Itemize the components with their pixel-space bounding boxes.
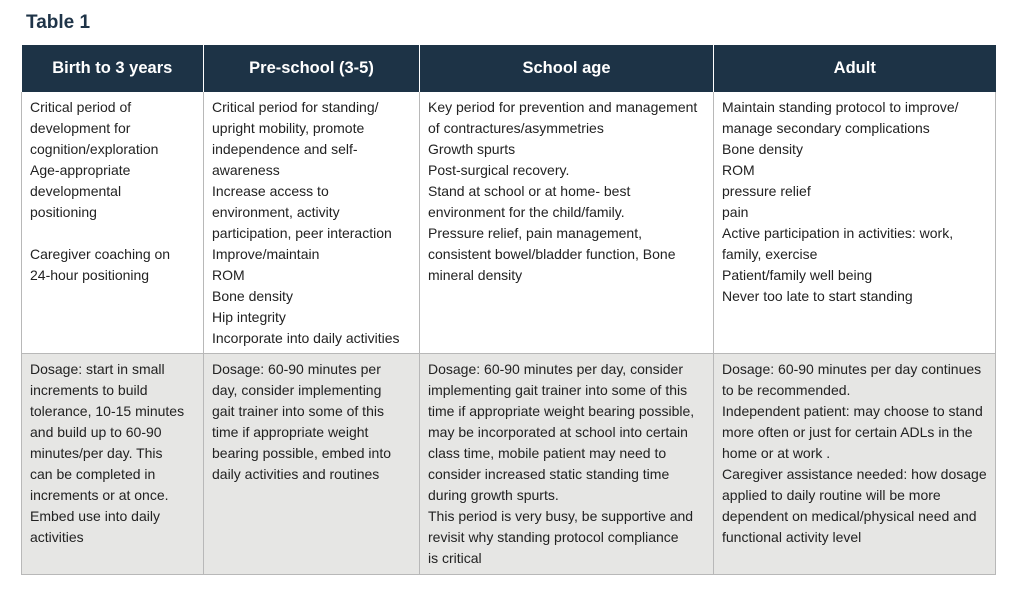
cell-text-line: time if appropriate weight [212, 424, 369, 440]
cell-text-line: functional activity level [722, 529, 862, 545]
cell-text-line: dependent on medical/physical need and [722, 508, 977, 524]
cell-text-line: pain [722, 204, 749, 220]
cell-dosage-row-school-age [420, 354, 714, 575]
table-title: Table 1 [26, 12, 91, 33]
cell-text-line: Hip integrity [212, 309, 286, 325]
cell-text-line: environment, activity [212, 204, 340, 220]
cell-text-line: upright mobility, promote [212, 120, 365, 136]
cell-text-line: 24-hour positioning [30, 267, 150, 283]
cell-text-line: Critical period for standing/ [212, 99, 379, 115]
cell-goals-row-school-age [420, 92, 714, 354]
cell-text-line: pressure relief [722, 183, 811, 199]
cell-text-line: ROM [722, 162, 755, 178]
cell-text-line: ROM [212, 267, 245, 283]
header-adult: Adult [714, 45, 996, 92]
cell-text-line: Dosage: start in small [30, 361, 165, 377]
cell-text-line: manage secondary complications [722, 120, 930, 136]
cell-text-line: Post-surgical recovery. [428, 162, 570, 178]
cell-text-line: gait trainer into some of this [212, 403, 384, 419]
cell-text-line: revisit why standing protocol compliance [428, 529, 679, 545]
cell-text-line: day, consider implementing [212, 382, 382, 398]
cell-text-line: Incorporate into daily activities [212, 330, 400, 346]
cell-text-line: Key period for prevention and management [428, 99, 698, 115]
goals-row [22, 92, 996, 354]
header-row [22, 45, 996, 92]
cell-text-line: This period is very busy, be supportive and [428, 508, 694, 524]
cell-text-line: bearing possible, embed into [212, 445, 392, 461]
cell-text-line: Caregiver coaching on [30, 246, 171, 262]
cell-text-line: implementing gait trainer into some of this [428, 382, 688, 398]
cell-text-line: Never too late to start standing [722, 288, 913, 304]
cell-text-line: time if appropriate weight bearing possible, [428, 403, 695, 419]
dosage-row [22, 354, 996, 575]
cell-text-line: Active participation in activities: work, [722, 225, 954, 241]
cell-text-line: cognition/exploration [30, 141, 159, 157]
cell-text-line: developmental [30, 183, 122, 199]
cell-text-line: can be completed in [30, 466, 156, 482]
cell-text-line: Dosage: 60-90 minutes per [212, 361, 381, 377]
cell-text-line: Increase access to [212, 183, 329, 199]
cell-text-line: class time, mobile patient may need to [428, 445, 667, 461]
cell-text-line: participation, peer interaction [212, 225, 392, 241]
cell-text-line: positioning [30, 204, 97, 220]
cell-text-line: Patient/family well being [722, 267, 873, 283]
cell-text-line: Dosage: 60-90 minutes per day continues [722, 361, 982, 377]
cell-text-line: Stand at school or at home- best [428, 183, 631, 199]
cell-dosage-row-pre-school [204, 354, 420, 575]
cell-dosage-row-adult [714, 354, 996, 575]
cell-text-line: Growth spurts [428, 141, 516, 157]
cell-text-line: Age-appropriate [30, 162, 131, 178]
cell-text-line: increments to build [30, 382, 148, 398]
cell-text-line: during growth spurts. [428, 487, 559, 503]
header-birth-to-3: Birth to 3 years [22, 45, 204, 92]
cell-text-line: and build up to 60-90 [30, 424, 162, 440]
cell-text-line: Bone density [212, 288, 293, 304]
cell-text-line: Pressure relief, pain management, [428, 225, 642, 241]
cell-text-line: Independent patient: may choose to stand [722, 403, 983, 419]
cell-text-line: Dosage: 60-90 minutes per day, consider [428, 361, 683, 377]
cell-text-line: more often or just for certain ADLs in the [722, 424, 973, 440]
cell-text-line: Caregiver assistance needed: how dosage [722, 466, 987, 482]
cell-text-line: may be incorporated at school into certain [428, 424, 688, 440]
cell-goals-row-adult [714, 92, 996, 354]
cell-text-line: activities [30, 529, 84, 545]
cell-text-line: of contractures/asymmetries [428, 120, 604, 136]
cell-text-line: independence and self- [212, 141, 358, 157]
cell-text-line: home or at work . [722, 445, 831, 461]
cell-text-line: minutes/per day. This [30, 445, 163, 461]
cell-text-line: awareness [212, 162, 280, 178]
cell-text-line: mineral density [428, 267, 523, 283]
cell-text-line: Embed use into daily [30, 508, 160, 524]
cell-text-line: Critical period of [30, 99, 132, 115]
age-stage-table [21, 45, 996, 575]
cell-text-line: Improve/maintain [212, 246, 320, 262]
cell-text-line: Bone density [722, 141, 803, 157]
cell-text-line: to be recommended. [722, 382, 851, 398]
cell-text-line: consider increased static standing time [428, 466, 670, 482]
cell-goals-row-pre-school [204, 92, 420, 354]
cell-text-line: daily activities and routines [212, 466, 380, 482]
header-pre-school: Pre-school (3-5) [204, 45, 420, 92]
cell-spacer [30, 223, 197, 244]
cell-text-line: applied to daily routine will be more [722, 487, 941, 503]
cell-text-line: consistent bowel/bladder function, Bone [428, 246, 676, 262]
cell-text-line: is critical [428, 550, 482, 566]
cell-text-line: development for [30, 120, 131, 136]
cell-text-line: environment for the child/family. [428, 204, 625, 220]
header-school-age: School age [420, 45, 714, 92]
cell-text-line: tolerance, 10-15 minutes [30, 403, 185, 419]
cell-text-line: increments or at once. [30, 487, 169, 503]
cell-text-line: family, exercise [722, 246, 818, 262]
cell-goals-row-birth-to-3 [22, 92, 204, 354]
cell-dosage-row-birth-to-3 [22, 354, 204, 575]
cell-text-line: Maintain standing protocol to improve/ [722, 99, 959, 115]
